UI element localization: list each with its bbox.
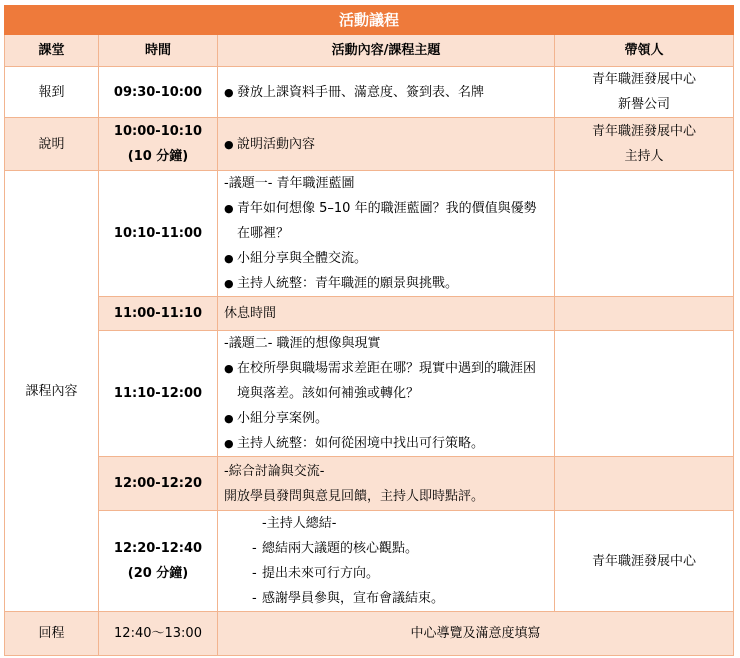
row-return	[5, 612, 734, 656]
row-checkin	[5, 67, 734, 118]
content-topic1	[218, 171, 555, 297]
header-time: 時間	[99, 35, 218, 67]
list-item: ● 小組分享與全體交流。	[224, 246, 548, 271]
leader-summary: 青年職涯發展中心	[555, 511, 734, 612]
time-break: 11:00-11:10	[99, 297, 218, 331]
list-item: ● 在校所學與職場需求差距在哪？現實中遇到的職涯困境與落差。該如何補強或轉化？	[224, 356, 548, 406]
content-intro	[218, 118, 555, 171]
time-range: 12:20-12:40	[113, 541, 203, 556]
time-topic1: 10:10-11:00	[99, 171, 218, 297]
topic-heading: -議題二- 職涯的想像與現實	[224, 336, 381, 351]
time-summary	[99, 511, 218, 612]
row-break	[5, 297, 734, 331]
leader-intro	[555, 118, 734, 171]
topic-heading: -綜合討論與交流-	[224, 463, 325, 479]
list-item: ● 主持人統整：青年職涯的願景與挑戰。	[224, 271, 548, 296]
topic-heading: -主持人總結-	[262, 516, 337, 531]
row-discussion	[5, 457, 734, 511]
row-topic1	[5, 171, 734, 297]
leader-topic2	[555, 331, 734, 457]
list-item: - 感謝學員參與，宣布會議結束。	[224, 586, 548, 611]
header-leader: 帶領人	[555, 35, 734, 67]
list-item: - 提出未來可行方向。	[224, 561, 548, 586]
header-session: 課堂	[5, 35, 99, 67]
header-content: 活動內容/課程主題	[218, 35, 555, 67]
leader-line: 青年職涯發展中心	[592, 72, 697, 87]
leader-topic1	[555, 171, 734, 297]
discussion-text: 開放學員發問與意見回饋，主持人即時點評。	[224, 488, 485, 504]
leader-discussion	[555, 457, 734, 511]
time-duration: (10 分鐘)	[127, 149, 189, 164]
session-intro: 說明	[5, 118, 99, 171]
content-return: 中心導覽及滿意度填寫	[218, 612, 734, 656]
topic-heading: -議題一- 青年職涯藍圖	[224, 176, 355, 191]
session-course: 課程內容	[5, 171, 99, 612]
agenda-table	[4, 5, 734, 656]
content-checkin	[218, 67, 555, 118]
time-range: 10:00-10:10	[113, 124, 203, 139]
session-return: 回程	[5, 612, 99, 656]
content-discussion	[218, 457, 555, 511]
time-intro	[99, 118, 218, 171]
leader-checkin	[555, 67, 734, 118]
row-topic2	[5, 331, 734, 457]
list-item: ● 發放上課資料手冊、滿意度、簽到表、名牌	[224, 80, 548, 105]
content-break: 休息時間	[218, 297, 555, 331]
time-discussion: 12:00-12:20	[99, 457, 218, 511]
leader-line: 主持人	[624, 149, 664, 164]
list-item: ● 說明活動內容	[224, 132, 548, 157]
content-topic2	[218, 331, 555, 457]
row-summary	[5, 511, 734, 612]
list-item: - 總結兩大議題的核心觀點。	[224, 536, 548, 561]
agenda-title: 活動議程	[5, 6, 734, 35]
time-duration: (20 分鐘)	[127, 566, 189, 581]
row-intro	[5, 118, 734, 171]
content-summary	[218, 511, 555, 612]
session-checkin: 報到	[5, 67, 99, 118]
leader-line: 青年職涯發展中心	[592, 124, 697, 139]
list-item: ● 小組分享案例。	[224, 406, 548, 431]
list-item: ● 青年如何想像 5–10 年的職涯藍圖？我的價值與優勢在哪裡？	[224, 196, 548, 246]
leader-line: 新譽公司	[618, 97, 671, 112]
list-item: ● 主持人統整：如何從困境中找出可行策略。	[224, 431, 548, 456]
leader-break	[555, 297, 734, 331]
time-topic2: 11:10-12:00	[99, 331, 218, 457]
time-checkin: 09:30-10:00	[99, 67, 218, 118]
time-return: 12:40～13:00	[99, 612, 218, 656]
